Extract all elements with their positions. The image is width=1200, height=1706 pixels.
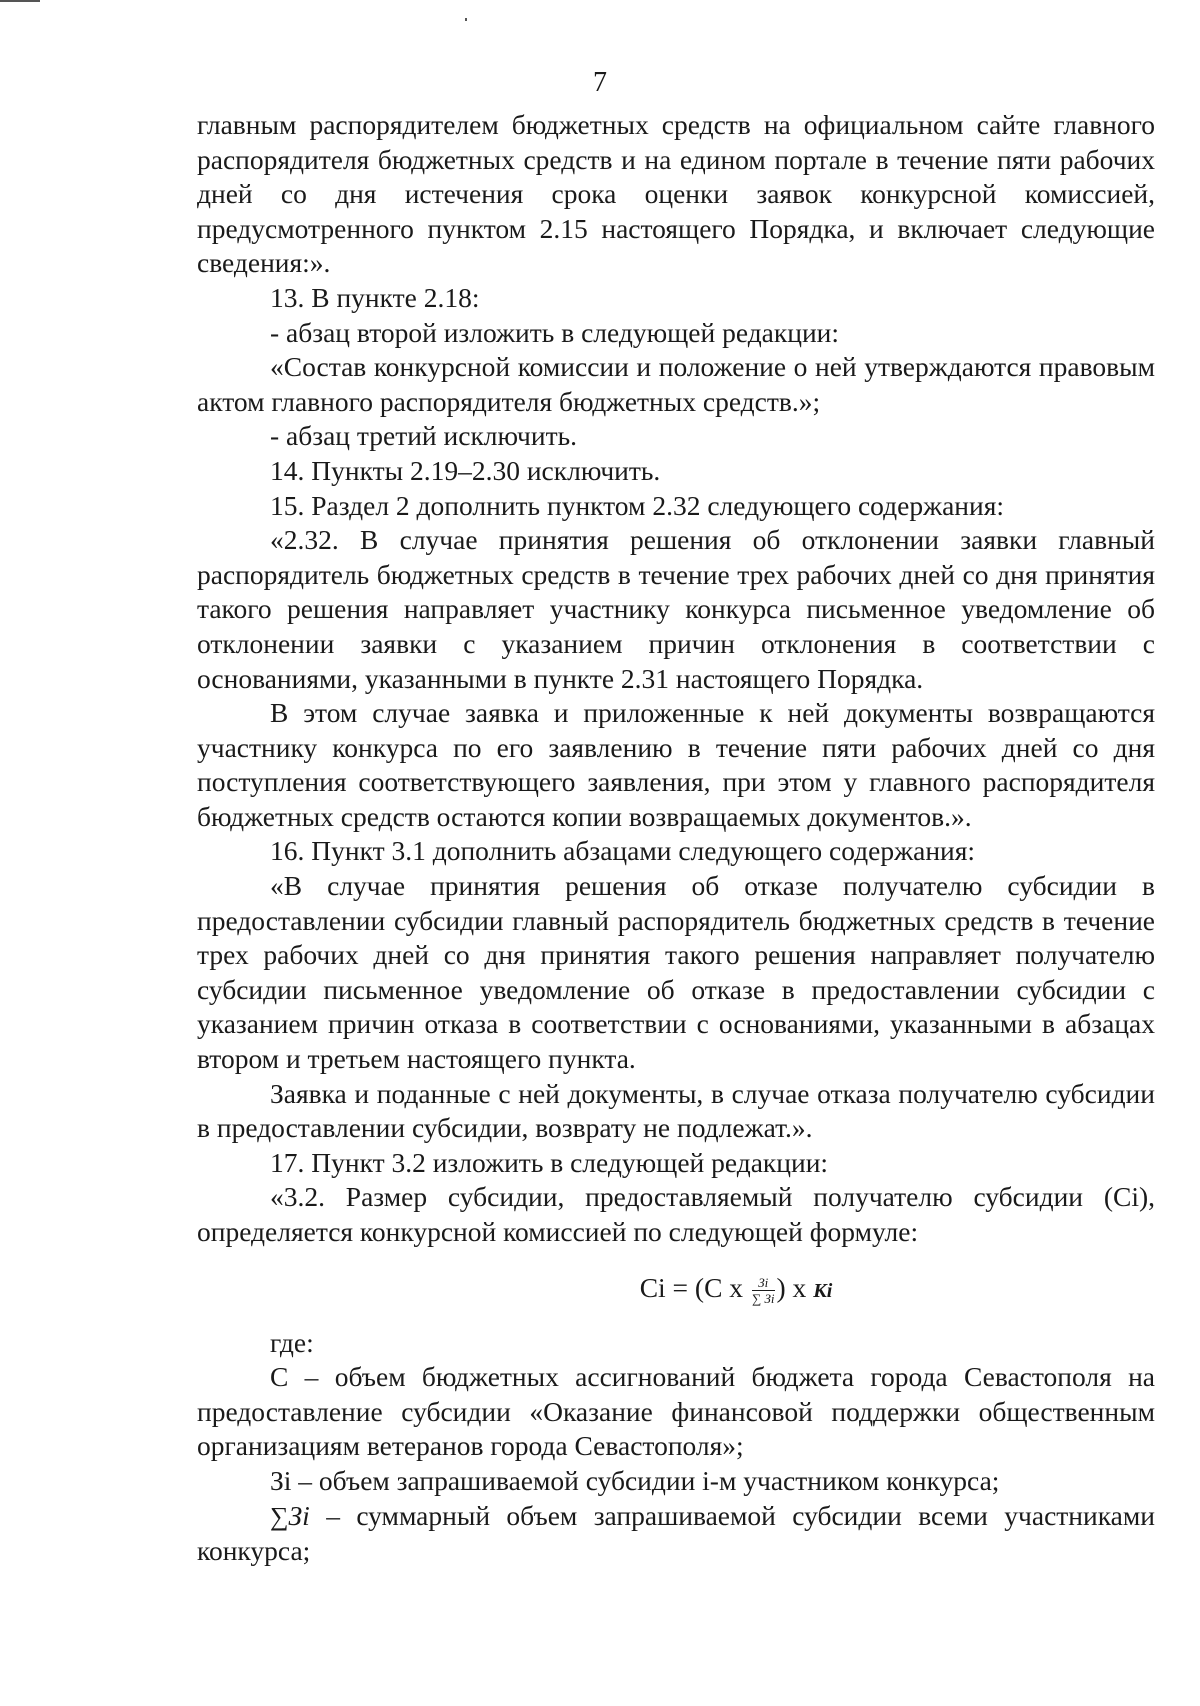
paragraph: «В случае принятия решения об отказе получателю субсидии в предоставлении субсидии главный распорядитель бюджетных средств в течение трех рабочих дней со дня принятия такого решения направляет получателю субсидии письменное уведомление об отказе в предоставлении субсидии с указанием причин отказа в соответствии с основаниями, указанными в абзацах втором и третьем настоящего пункта.: [197, 870, 1155, 1075]
paragraph: 14. Пункты 2.19–2.30 исключить.: [270, 454, 661, 486]
document-body: [197, 108, 1155, 1569]
scan-artifact-top-left: [0, 0, 40, 2]
paragraph-list: [197, 108, 1155, 1250]
paragraph: 17. Пункт 3.2 изложить в следующей редакции:: [270, 1146, 829, 1178]
formula-lhs: Сi = (С х: [639, 1271, 744, 1303]
sum-symbol: ∑: [270, 1501, 289, 1531]
formula-close: ) х: [776, 1271, 807, 1303]
paragraph: 13. В пункте 2.18:: [270, 281, 480, 313]
formula-factor: Кi: [813, 1279, 833, 1302]
formula-denominator: ∑ Зi: [751, 1290, 775, 1306]
sum-variable: Зi: [288, 1499, 310, 1531]
sum-definition-text: – суммарный объем запрашиваемой субсидии всеми участниками конкурса;: [197, 1499, 1155, 1567]
where-label: где:: [270, 1326, 314, 1358]
page-number: 7: [593, 67, 607, 98]
paragraph: 16. Пункт 3.1 дополнить абзацами следующего содержания:: [270, 835, 976, 867]
definition-c: С – объем бюджетных ассигнований бюджета города Севастополя на предоставление субсидии «Оказание финансовой поддержки общественным организациям ветеранов города Севастополя»;: [197, 1361, 1155, 1462]
paragraph: «3.2. Размер субсидии, предоставляемый получателю субсидии (Сi), определяется конкурсной комиссией по следующей формуле:: [197, 1181, 1155, 1247]
definition-zi: Зi – объем запрашиваемой субсидии i-м участником конкурса;: [270, 1464, 1000, 1496]
definition-sum: [197, 1499, 1155, 1569]
paragraph: 15. Раздел 2 дополнить пунктом 2.32 следующего содержания:: [270, 489, 1005, 521]
paragraph: - абзац второй изложить в следующей редакции:: [270, 316, 840, 348]
scan-artifact-dot: [465, 18, 467, 21]
formula-numerator: Зi: [752, 1275, 775, 1291]
paragraph: В этом случае заявка и приложенные к ней документы возвращаются участнику конкурса по его заявлению в течение пяти рабочих дней со дня поступления соответствующего заявления, при этом у главного распорядителя бюджетных средств остаются копии возвращаемых документов.».: [197, 697, 1155, 832]
paragraph: «2.32. В случае принятия решения об отклонении заявки главный распорядитель бюджетных средств в течение трех рабочих дней со дня принятия такого решения направляет участнику конкурса письменное уведомление об отклонении заявки с указанием причин отклонения в соответствии с основаниями, указанными в пункте 2.31 настоящего Порядка.: [197, 524, 1155, 694]
paragraph: главным распорядителем бюджетных средств на официальном сайте главного распорядителя бюджетных средств и на едином портале в течение пяти рабочих дней со дня истечения срока оценки заявок конкурсной комиссией, предусмотренного пунктом 2.15 настоящего Порядка, и включает следующие сведения:».: [197, 109, 1155, 279]
paragraph: «Состав конкурсной комиссии и положение о ней утверждаются правовым актом главного распорядителя бюджетных средств.»;: [197, 351, 1155, 417]
paragraph: Заявка и поданные с ней документы, в случае отказа получателю субсидии в предоставлении субсидии, возврату не подлежат.».: [197, 1077, 1155, 1144]
subsidy-formula: [197, 1264, 1155, 1312]
formula-fraction: [752, 1275, 775, 1306]
paragraph: - абзац третий исключить.: [270, 420, 578, 452]
